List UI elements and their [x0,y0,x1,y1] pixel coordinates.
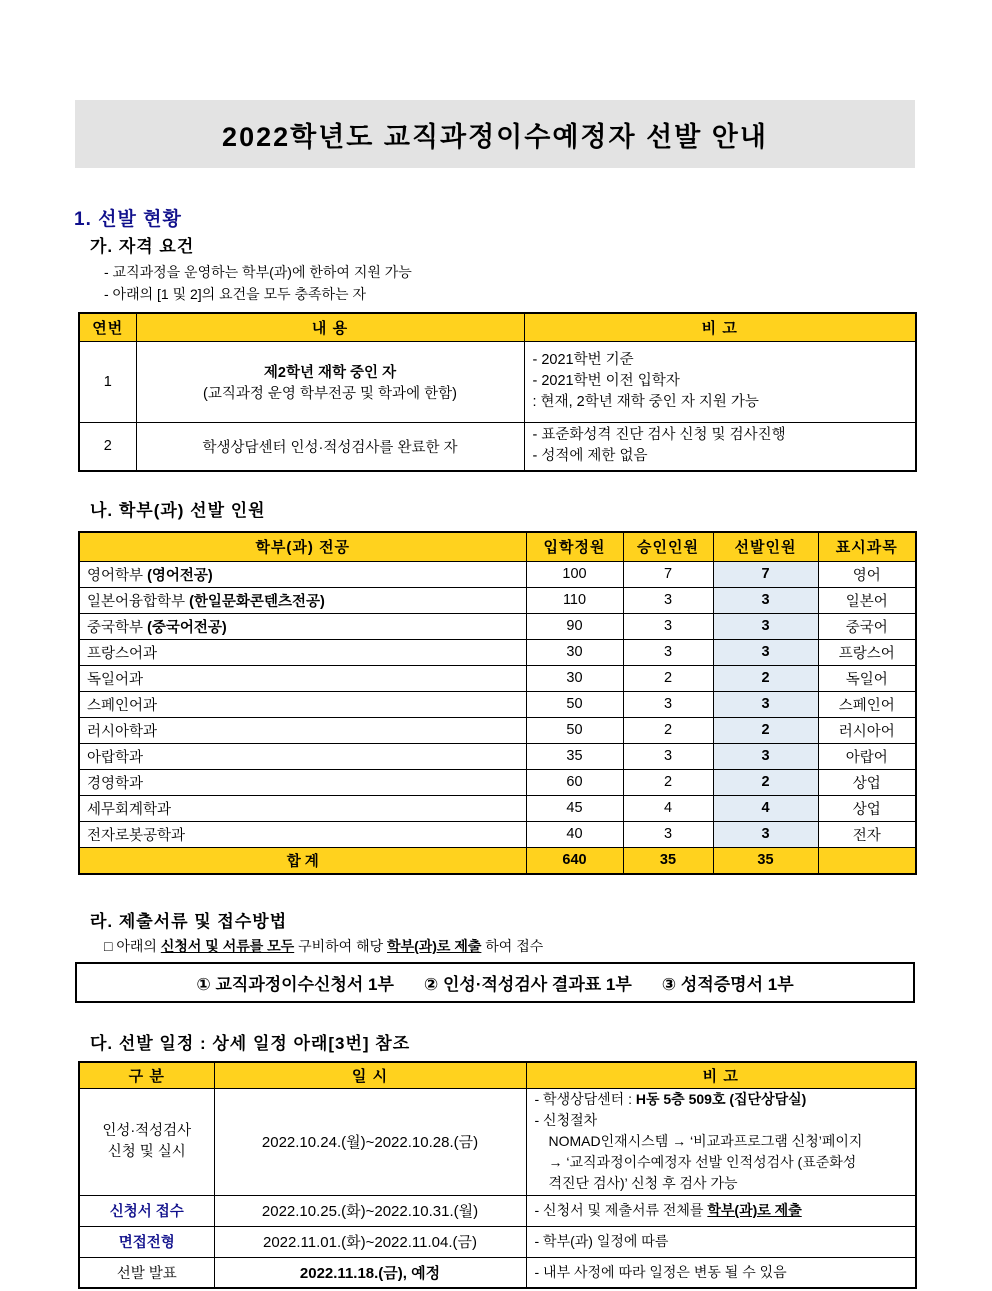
approved-cell: 3 [623,691,713,717]
section-1-heading: 1. 선발 현황 [74,209,182,230]
major-name: 경영학과 [87,775,144,792]
col-header-major: 학부(과) 전공 [79,532,526,561]
instruction-bold-2: 학부(과)로 제출 [387,938,482,954]
date-cell: 2022.11.18.(금), 예정 [214,1257,526,1288]
selection-heading: 나. 학부(과) 선발 인원 [90,501,266,520]
subject-cell: 영어 [818,561,916,587]
table-row [79,639,916,665]
instruction-prefix: □ 아래의 [104,938,161,954]
document-item-3: ③ 성적증명서 1부 [661,975,794,994]
selected-cell: 3 [713,691,818,717]
major-cell [79,613,526,639]
table-row [79,1088,916,1195]
note-bold-text: H동 5층 509호 (집단상담실) [635,1091,807,1107]
table-row [79,691,916,717]
quota-cell: 45 [526,795,623,821]
quota-cell: 40 [526,821,623,847]
approved-cell: 2 [623,769,713,795]
note-line: : 현재, 2학년 재학 중인 자 지원 가능 [532,394,759,410]
document-title: 2022학년도 교직과정이수예정자 선발 안내 [222,121,768,152]
approved-cell: 7 [623,561,713,587]
total-subject [818,847,916,874]
approved-cell: 4 [623,795,713,821]
subject-cell: 러시아어 [818,717,916,743]
instruction-mid: 구비하여 해당 [294,938,388,954]
schedule-table [78,1061,917,1289]
table-row [79,341,916,422]
total-selected: 35 [713,847,818,874]
total-approved: 35 [623,847,713,874]
selected-cell: 7 [713,561,818,587]
note-line: - 성적에 제한 없음 [532,448,648,465]
category-cell: 선발 발표 [79,1257,214,1288]
major-name: 일본어융합학부 [87,593,190,610]
quota-cell: 35 [526,743,623,769]
table-row [79,743,916,769]
col-header-selected: 선발인원 [713,532,818,561]
major-name: 중국학부 [87,619,148,636]
table-row [79,795,916,821]
col-header-note: 비 고 [526,1062,916,1088]
major-name: 세무회계학과 [87,801,172,818]
row-content: 학생상담센터 인성·적성검사를 완료한 자 [136,422,524,471]
subject-cell: 일본어 [818,587,916,613]
col-header-category: 구 분 [79,1062,214,1088]
bullet-line: - 아래의 [1 및 2]의 요건을 모두 충족하는 자 [104,286,366,302]
table-row [79,1195,916,1226]
note-line: - 2021학번 기준 [532,352,634,368]
approved-cell: 3 [623,613,713,639]
subject-cell: 상업 [818,769,916,795]
table-header-row [79,1062,916,1088]
total-row [79,847,916,874]
schedule-heading: 다. 선발 일정 : 상세 일정 아래[3번] 참조 [90,1034,411,1053]
selected-cell: 3 [713,613,818,639]
quota-cell: 90 [526,613,623,639]
selected-cell: 3 [713,743,818,769]
note-cell: - 내부 사정에 따라 일정은 변동 될 수 있음 [526,1257,916,1288]
note-text: - 신청서 및 제출서류 전체를 [534,1202,708,1218]
approved-cell: 2 [623,665,713,691]
table-header-row [79,532,916,561]
total-quota: 640 [526,847,623,874]
major-cell [79,795,526,821]
subject-cell: 아랍어 [818,743,916,769]
major-track: (중국어전공) [147,619,227,636]
document-item-1: ① 교직과정이수신청서 1부 [196,975,394,994]
qualification-bullets [104,261,412,305]
row-no: 2 [79,422,136,471]
selected-cell: 4 [713,795,818,821]
category-line: 신청 및 실시 [107,1143,186,1160]
row-notes [524,422,916,471]
major-name: 아랍학과 [87,749,144,766]
note-cell [526,1195,916,1226]
note-line [535,1089,916,1110]
selected-cell: 3 [713,587,818,613]
selected-cell: 3 [713,639,818,665]
table-header-row [79,313,916,341]
note-cell [526,1088,916,1195]
major-cell [79,743,526,769]
subject-cell: 상업 [818,795,916,821]
approved-cell: 2 [623,717,713,743]
major-track: (한일문화콘텐츠전공) [189,593,325,610]
submission-instruction [104,936,543,956]
table-row [79,1257,916,1288]
subject-cell: 프랑스어 [818,639,916,665]
approved-cell: 3 [623,639,713,665]
note-line: - 표준화성격 진단 검사 신청 및 검사진행 [532,427,786,444]
major-cell [79,717,526,743]
date-cell: 2022.11.01.(화)~2022.11.04.(금) [214,1226,526,1257]
major-name: 독일어과 [87,671,144,688]
row-notes [524,341,916,422]
col-header-subject: 표시과목 [818,532,916,561]
title-band [75,100,915,168]
bullet-line: - 교직과정을 운영하는 학부(과)에 한하여 지원 가능 [104,264,412,280]
note-line: - 2021학번 이전 입학자 [532,373,680,389]
content-main: 제2학년 재학 중인 자 [263,364,397,381]
table-row [79,587,916,613]
subject-cell: 독일어 [818,665,916,691]
col-header-note: 비 고 [524,313,916,341]
quota-cell: 110 [526,587,623,613]
qualification-heading: 가. 자격 요건 [90,237,195,256]
table-row [79,769,916,795]
approved-cell: 3 [623,743,713,769]
major-cell [79,691,526,717]
major-name: 스페인어과 [87,697,158,714]
major-cell [79,769,526,795]
instruction-suffix: 하여 접수 [481,938,544,954]
table-row [79,665,916,691]
content-sub: (교직과정 운영 학부전공 및 학과에 한함) [203,385,457,402]
subject-cell: 전자 [818,821,916,847]
major-name: 러시아학과 [87,723,158,740]
row-no: 1 [79,341,136,422]
selected-cell: 2 [713,717,818,743]
quota-cell: 100 [526,561,623,587]
note-cell: - 학부(과) 일정에 따름 [526,1226,916,1257]
col-header-date: 일 시 [214,1062,526,1088]
major-cell [79,665,526,691]
note-text: - 학생상담센터 : [534,1091,636,1107]
document-item-2: ② 인성·적성검사 결과표 1부 [423,975,632,994]
major-name: 전자로봇공학과 [87,827,186,844]
subject-cell: 중국어 [818,613,916,639]
major-cell [79,821,526,847]
table-row [79,1226,916,1257]
quota-cell: 50 [526,691,623,717]
major-track: (영어전공) [147,567,213,584]
category-cell: 신청서 접수 [79,1195,214,1226]
required-documents-box [75,962,915,1003]
note-line: - 신청절차 [534,1112,598,1128]
approved-cell: 3 [623,587,713,613]
col-header-quota: 입학정원 [526,532,623,561]
major-name: 프랑스어과 [87,645,158,662]
total-label: 합 계 [79,847,526,874]
category-line: 인성·적성검사 [102,1122,192,1139]
category-cell [79,1088,214,1195]
table-row [79,717,916,743]
selected-cell: 2 [713,769,818,795]
submission-heading: 라. 제출서류 및 접수방법 [90,912,288,931]
note-line: → ‘교직과정이수예정자 선발 인적성검사 (표준화성 [548,1154,857,1170]
subject-cell: 스페인어 [818,691,916,717]
instruction-bold-1: 신청서 및 서류를 모두 [160,938,295,954]
col-header-no: 연번 [79,313,136,341]
note-line: NOMAD인재시스템 → ‘비교과프로그램 신청’페이지 [548,1133,863,1149]
table-row [79,561,916,587]
date-cell: 2022.10.25.(화)~2022.10.31.(월) [214,1195,526,1226]
major-cell [79,561,526,587]
note-line: 격진단 검사)’ 신청 후 검사 가능 [548,1175,738,1191]
table-row [79,821,916,847]
qualification-table [78,312,917,472]
row-content [136,341,524,422]
col-header-content: 내 용 [136,313,524,341]
quota-cell: 30 [526,665,623,691]
date-cell: 2022.10.24.(월)~2022.10.28.(금) [214,1088,526,1195]
major-name: 영어학부 [87,567,148,584]
major-cell [79,587,526,613]
quota-cell: 30 [526,639,623,665]
col-header-approved: 승인인원 [623,532,713,561]
quota-cell: 60 [526,769,623,795]
selected-cell: 2 [713,665,818,691]
category-cell: 면접전형 [79,1226,214,1257]
selected-cell: 3 [713,821,818,847]
note-bold-text: 학부(과)로 제출 [707,1202,802,1218]
table-row [79,613,916,639]
quota-cell: 50 [526,717,623,743]
table-row [79,422,916,471]
approved-cell: 3 [623,821,713,847]
selection-table [78,531,917,875]
major-cell [79,639,526,665]
